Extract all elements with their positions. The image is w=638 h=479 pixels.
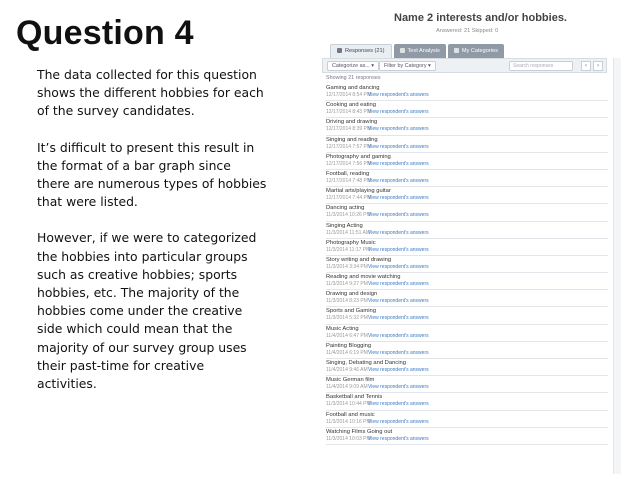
- tab-bar: [330, 44, 506, 58]
- list-item: [326, 222, 608, 239]
- response-text: Reading and movie watching: [326, 274, 401, 281]
- view-respondent-link[interactable]: View respondent's answers: [368, 109, 429, 116]
- list-item: [326, 101, 608, 118]
- view-respondent-link[interactable]: View respondent's answers: [368, 92, 429, 98]
- responses-toolbar: [322, 58, 607, 73]
- response-text: Story writing and drawing: [326, 256, 392, 263]
- response-text: Football, reading: [326, 170, 370, 177]
- response-meta: [326, 350, 608, 357]
- view-respondent-link[interactable]: View respondent's answers: [368, 263, 429, 270]
- response-date: 12/17/2014 7:56 PM: [326, 160, 372, 167]
- list-item: [326, 204, 608, 221]
- showing-count: Showing 21 responses: [326, 75, 381, 81]
- response-date: 12/17/2014 7:44 PM: [326, 195, 372, 202]
- list-item: [326, 428, 608, 445]
- view-respondent-link[interactable]: View respondent's answers: [368, 229, 429, 236]
- search-responses-input[interactable]: Search responses: [509, 61, 573, 71]
- view-respondent-link[interactable]: View respondent's answers: [368, 298, 429, 305]
- response-meta: [326, 161, 608, 168]
- response-meta: [326, 384, 608, 391]
- view-respondent-link[interactable]: View respondent's answers: [368, 212, 429, 219]
- list-item: [326, 411, 608, 428]
- response-text: Painting Blogging: [326, 342, 372, 349]
- response-meta: [326, 212, 608, 219]
- response-date: 12/17/2014 8:39 PM: [326, 126, 372, 133]
- view-respondent-link[interactable]: View respondent's answers: [368, 332, 429, 339]
- view-respondent-link[interactable]: View respondent's answers: [368, 143, 429, 150]
- view-respondent-link[interactable]: View respondent's answers: [368, 435, 429, 442]
- response-date: 11/4/2014 6:47 PM: [326, 332, 368, 339]
- response-text: Martial arts/playing guitar: [326, 188, 391, 195]
- response-text: Photography Music: [326, 239, 376, 246]
- response-text: Music Acting: [326, 325, 359, 332]
- response-date: 12/17/2014 7:57 PM: [326, 143, 372, 150]
- response-date: 12/17/2014 8:43 PM: [326, 109, 372, 116]
- response-date: 11/3/2014 9:27 PM: [326, 281, 368, 288]
- response-date: 11/4/2014 6:19 PM: [326, 349, 368, 356]
- view-respondent-link[interactable]: View respondent's answers: [368, 401, 429, 408]
- slide-paragraph: The data collected for this question shows the different hobbies for each of the survey candidates.: [37, 67, 264, 119]
- view-respondent-link[interactable]: View respondent's answers: [368, 246, 429, 253]
- response-meta: [326, 109, 608, 116]
- question-title: Name 2 interests and/or hobbies.: [394, 12, 567, 24]
- prev-page-button[interactable]: ‹: [581, 61, 591, 71]
- list-item: [326, 84, 608, 101]
- tab-responses[interactable]: [330, 44, 392, 58]
- response-date: 11/3/2014 10:03 PM: [326, 435, 371, 442]
- response-meta: [326, 315, 608, 322]
- categorize-dropdown[interactable]: Categorize as... ▾: [327, 61, 379, 71]
- responses-list: [326, 84, 608, 445]
- view-respondent-link[interactable]: View respondent's answers: [368, 349, 429, 356]
- response-text: Singing, Debating and Dancing: [326, 360, 406, 366]
- response-text: Drawing and design: [326, 291, 378, 298]
- filter-category-dropdown[interactable]: Filter by Category ▾: [379, 61, 436, 71]
- list-item: [326, 170, 608, 187]
- scrollbar[interactable]: [613, 58, 621, 474]
- tab-label: Responses (21): [345, 48, 385, 54]
- list-item: [326, 239, 608, 256]
- response-meta: [326, 178, 608, 185]
- list-item: [326, 325, 608, 342]
- response-text: Dancing acting: [326, 205, 365, 212]
- view-respondent-link[interactable]: View respondent's answers: [368, 315, 429, 322]
- response-date: 11/3/2014 5:32 PM: [326, 315, 368, 322]
- list-item: [326, 342, 608, 359]
- response-date: 12/17/2014 7:48 PM: [326, 177, 372, 184]
- response-date: 11/4/2014 9:09 AM: [326, 384, 368, 391]
- briefcase-icon: [400, 48, 405, 53]
- speech-bubble-icon: [337, 48, 342, 53]
- response-date: 12/17/2014 8:54 PM: [326, 92, 372, 98]
- response-meta: [326, 195, 608, 202]
- response-meta: [326, 281, 608, 288]
- response-meta: [326, 144, 608, 151]
- list-item: [326, 359, 608, 376]
- slide-paragraph: It’s difficult to present this result in the format of a bar graph since there are numerous types of hobbies that were listed.: [37, 139, 267, 210]
- list-item: [326, 118, 608, 135]
- response-date: 11/3/2014 11:17 PM: [326, 246, 371, 253]
- tab-my-categories[interactable]: [448, 44, 504, 58]
- list-item: [326, 256, 608, 273]
- view-respondent-link[interactable]: View respondent's answers: [368, 418, 429, 425]
- response-date: 11/3/2014 11:51 AM: [326, 229, 371, 236]
- response-date: 11/4/2014 9:46 AM: [326, 367, 368, 373]
- tab-text-analysis[interactable]: [394, 44, 446, 58]
- next-page-button[interactable]: ›: [593, 61, 603, 71]
- response-text: Watching Films Going out: [326, 428, 393, 435]
- response-date: 11/3/2014 10:26 PM: [326, 212, 371, 219]
- response-text: Gaming and dancing: [326, 85, 380, 91]
- response-text: Football and music: [326, 411, 375, 418]
- list-item: [326, 153, 608, 170]
- response-date: 11/3/2014 10:44 PM: [326, 401, 371, 408]
- response-meta: [326, 126, 608, 133]
- response-date: 11/3/2014 8:23 PM: [326, 298, 368, 305]
- list-item: [326, 290, 608, 307]
- response-text: Cooking and eating: [326, 102, 376, 109]
- tab-label: Text Analysis: [407, 48, 440, 54]
- folder-icon: [454, 48, 459, 53]
- response-text: Music German film: [326, 377, 375, 384]
- slide-body: [37, 66, 267, 411]
- view-respondent-link[interactable]: View respondent's answers: [368, 281, 429, 288]
- view-respondent-link[interactable]: View respondent's answers: [368, 367, 429, 373]
- response-text: Basketball and Tennis: [326, 394, 383, 401]
- slide-paragraph: However, if we were to categorized the hobbies into particular groups such as creative hobbies; sports hobbies, etc. The majority of the hobbies come under the creative side which could mean that the majority of our survey group uses their past-time for creative activities.: [37, 230, 257, 392]
- response-meta: [326, 367, 608, 374]
- list-item: [326, 393, 608, 410]
- response-meta: [326, 401, 608, 408]
- response-meta: [326, 230, 608, 237]
- list-item: [326, 376, 608, 393]
- response-meta: [326, 333, 608, 340]
- response-meta: [326, 436, 608, 443]
- list-item: [326, 307, 608, 324]
- view-respondent-link[interactable]: View respondent's answers: [368, 177, 429, 184]
- view-respondent-link[interactable]: View respondent's answers: [368, 126, 429, 133]
- response-meta: [326, 92, 608, 99]
- response-meta: [326, 298, 608, 305]
- response-date: 11/3/2014 3:34 PM: [326, 263, 368, 270]
- response-text: Driving and drawing: [326, 119, 378, 126]
- survey-screenshot-panel: [316, 4, 634, 474]
- response-text: Singing Acting: [326, 222, 363, 229]
- response-meta: [326, 247, 608, 254]
- response-text: Singing and reading: [326, 136, 378, 143]
- view-respondent-link[interactable]: View respondent's answers: [368, 195, 429, 202]
- list-item: [326, 136, 608, 153]
- view-respondent-link[interactable]: View respondent's answers: [368, 160, 429, 167]
- response-meta: [326, 419, 608, 426]
- list-item: [326, 187, 608, 204]
- response-meta: [326, 264, 608, 271]
- response-text: Sports and Gaming: [326, 308, 376, 315]
- slide-title: Question 4: [16, 14, 194, 52]
- response-text: Photography and gaming: [326, 153, 391, 160]
- list-item: [326, 273, 608, 290]
- response-date: 11/3/2014 10:16 PM: [326, 418, 371, 425]
- tab-label: My Categories: [461, 48, 498, 54]
- question-stats: Answered: 21 Skipped: 0: [436, 28, 499, 34]
- view-respondent-link[interactable]: View respondent's answers: [368, 384, 429, 391]
